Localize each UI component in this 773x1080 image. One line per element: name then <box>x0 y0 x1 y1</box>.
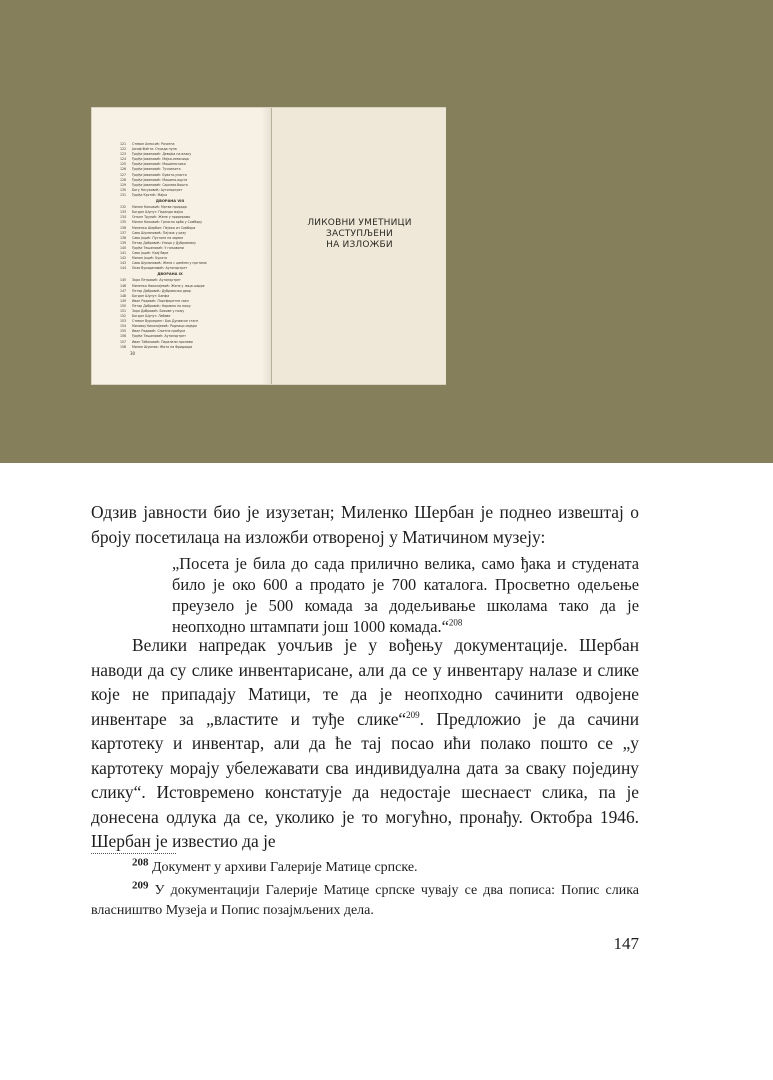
catalog-entry-number: 142 <box>120 256 127 261</box>
footnote-208 <box>91 858 639 878</box>
catalog-entry-text: Иван Радовић: Сњетне пробуке <box>132 329 186 334</box>
footnote-number: 209 <box>132 879 149 892</box>
footnote-209 <box>91 881 639 921</box>
catalog-photo <box>91 107 446 385</box>
catalog-entry-number: 145 <box>120 278 127 283</box>
block-quote <box>172 553 639 637</box>
catalog-heading: ДВОРАНА IX <box>157 272 183 277</box>
catalog-entry-number: 157 <box>120 339 127 344</box>
catalog-entry-number: 152 <box>120 314 127 319</box>
catalog-entry-number: 149 <box>120 298 127 303</box>
paragraph-2 <box>91 633 639 854</box>
catalog-left-page <box>92 108 271 384</box>
catalog-entry-text: Ђорђе Јовановић: Сарсева-башта <box>132 182 188 187</box>
catalog-entry-number: 132 <box>120 205 127 210</box>
catalog-heading: ДВОРАНА VIII <box>155 199 185 204</box>
catalog-entry-text: Ђорђе Јовановић: Тузлиљета <box>132 167 181 172</box>
catalog-entry-text: Зора Добровић: Бикове у пољу <box>132 309 185 313</box>
catalog-entry-number: 140 <box>120 245 127 250</box>
catalog-entry-text: Огњен Трупић: Жене у прирерама <box>132 215 191 220</box>
catalog-entry-text: Стеван Вуркеринг: Бок Дунавске стаге <box>132 319 199 324</box>
catalog-entry-text: Ђорђе Јовановић: Девојка на влаку <box>132 152 192 157</box>
catalog-entry-number: 134 <box>120 215 127 220</box>
footnote-ref-209[interactable]: 209 <box>406 709 420 720</box>
catalog-entry-number: 141 <box>120 250 127 255</box>
catalog-entry-number: 131 <box>120 192 127 197</box>
catalog-title <box>272 218 447 251</box>
catalog-entry-text: Ђорђе Крстић: Мајка <box>132 192 168 197</box>
catalog-entry-text: Милан Коњовић: Грнасно арба у Сомбору <box>132 220 203 225</box>
paragraph-1: Одзив јавности био је изузетан; Миленко Шербан је поднео извештај о броју посетилаца на изложби отвореној у Матичином музеју: <box>91 502 639 547</box>
catalog-entry-number: 156 <box>120 334 127 339</box>
catalog-entry-text: Ђорђе Јовановић: Мајка-певачица <box>132 157 189 162</box>
catalog-entry <box>120 193 260 198</box>
catalog-entry-text: Ђорђе Јовановић: Бувата-уласти <box>132 172 187 177</box>
quote-text: „Посета је била до сада прилично велика, само ђака и студената било је око 600 а продато је 700 каталога. Просветно одељење преузело је 500 комада за додељивање школама тако да је неопходно штампати још 1000 комада.“ <box>172 554 639 636</box>
catalog-entry-text: Петар Добровић: Дубровачки двор <box>132 288 191 293</box>
catalog-entry-number: 136 <box>120 225 127 230</box>
catalog-entry-text: Петар Добровић: Улица у Дубровнику <box>132 240 196 245</box>
catalog-entry-text: Јосиф Фаћто: Отрада пуна <box>132 147 177 152</box>
catalog-entry-number: 121 <box>120 142 127 146</box>
catalog-entry-number: 125 <box>120 162 127 167</box>
catalog-entry-number: 146 <box>120 283 127 288</box>
catalog-entry-text: Ђорђе Јовановић: Машина-оцрта <box>132 177 188 182</box>
footnote-ref-208[interactable]: 208 <box>448 617 463 628</box>
catalog-entry-number: 150 <box>120 303 127 308</box>
catalog-entry-number: 123 <box>120 152 127 157</box>
catalog-entry-number: 126 <box>120 167 127 172</box>
catalog-entry-number: 144 <box>120 266 127 271</box>
catalog-entry-number: 124 <box>120 157 127 162</box>
catalog-entry-number: 143 <box>120 261 127 266</box>
catalog-page-number: 30 <box>130 351 136 356</box>
catalog-entry-number: 147 <box>120 288 127 293</box>
catalog-entry-text: Стеван Алексић: Разигна <box>132 142 175 146</box>
catalog-entry-text: Милан Коњовић: Мртва природа <box>132 205 187 210</box>
page-number: 147 <box>613 934 639 953</box>
catalog-entry-number: 122 <box>120 147 127 152</box>
catalog-entry-number: 151 <box>120 309 127 313</box>
catalog-entry-text: Миливој Николајевић: Радници мајари <box>132 324 197 329</box>
catalog-entry-text: Милан Шумник: Жита на Фридоори <box>132 344 193 349</box>
catalog-entry-text: Иван Табаковић: Паралели проливи <box>132 339 193 344</box>
catalog-entry-text: Петар Добровић: Наравно на пољу <box>132 303 191 308</box>
catalog-entry-number: 139 <box>120 240 127 245</box>
catalog-entry-text: Миленко Шербан: Пејзаж из Сомбора <box>132 225 196 230</box>
catalog-entry-number: 153 <box>120 319 127 324</box>
catalog-entry-number: 155 <box>120 329 127 334</box>
catalog-entry-text: Милан Јоцић: Буката <box>132 256 167 261</box>
footnote-number: 208 <box>132 856 149 869</box>
catalog-entry-number: 130 <box>120 187 127 192</box>
catalog-entry-text: Ђорђе Јовановић: Машинеслика <box>132 162 186 167</box>
catalog-entry-number: 158 <box>120 344 127 349</box>
catalog-entry-text: Богдан Шупут: Паранда мајка <box>132 210 183 215</box>
catalog-entry-text: Сава Јоцић: Крај баре <box>132 250 169 255</box>
catalog-entry-text: Сава Шумановић: Жена с цвећем у прстима <box>132 261 207 266</box>
paragraph-2-part-2: . Предложио је да сачини картотеку и инвентар, али да ће тај посао ићи полако пошто се „у картотеку морају убележавати сва индивидуална дата за сваку поједину слику“. Истовремено констатује да недостаје шеснаест слика, па је донесена одлука да се, уколико је то могућно, пронађу. Октобра 1946. Шербан је известио да је <box>91 708 639 851</box>
footnote-text: У документацији Галерије Матице српске чувају се два пописа: Попис слика власништво Музеја и Попис позајмљених дела. <box>91 883 640 918</box>
footnote-text: Документ у архиви Галерије Матице српске. <box>152 860 418 875</box>
catalog-entry-text: Лиза Вукадиновић: Аутопортрет <box>132 266 188 271</box>
catalog-entry-number: 128 <box>120 177 127 182</box>
catalog-title-line: ЗАСТУПЉЕНИ <box>326 229 393 239</box>
catalog-list <box>120 142 260 350</box>
catalog-entry-text: Сава Шумановић: Пејзаж у разу <box>132 230 187 235</box>
catalog-entry-number: 127 <box>120 172 127 177</box>
catalog-right-page <box>271 108 446 384</box>
catalog-entry-text: Ђорђе Тешановић: У гоњавини <box>132 245 184 250</box>
catalog-entry-text: Ђорђе Тешановић: Аутопортрет <box>132 334 187 339</box>
catalog-entry-number: 135 <box>120 220 127 225</box>
catalog-entry-text: Миленко Николајевић: Жене у лица шарре <box>132 283 205 288</box>
catalog-entry-text: Иван Радовић: Портфоретне свел <box>132 298 189 303</box>
catalog-entry <box>120 345 260 350</box>
catalog-entry-text: Зора Петровић: Аутопортрет <box>132 278 181 283</box>
catalog-entry-number: 138 <box>120 235 127 240</box>
catalog-title-line: ЛИКОВНИ УМЕТНИЦИ <box>307 218 412 228</box>
catalog-entry-number: 137 <box>120 230 127 235</box>
catalog-entry-number: 133 <box>120 210 127 215</box>
catalog-entry-text: Богу Несуковић: Аутопортрет <box>132 187 183 192</box>
catalog-title-line: НА ИЗЛОЖБИ <box>326 240 393 250</box>
catalog-entry-number: 129 <box>120 182 127 187</box>
catalog-entry-number: 148 <box>120 293 127 298</box>
catalog-entry-text: Богдан Шупут: Банфа <box>132 293 170 298</box>
catalog-entry-text: Сава Јоцић: Пустоне на хврмм <box>132 235 183 240</box>
paragraph-2-part-1: Велики напредак уочљив је у вођењу документације. Шербан наводи да су слике инвентарисане, али да се у инвентару налазе и слике које не припадају Матици, те да је неопходно сачинити одвојене инвентаре за „властите и туђе слике“ <box>91 635 639 729</box>
catalog-entry <box>120 266 260 271</box>
footnote-divider <box>91 853 176 854</box>
catalog-entry-number: 154 <box>120 324 127 329</box>
footnotes <box>91 858 639 924</box>
catalog-entry-text: Богдан Шупут: Лабаве <box>132 314 171 319</box>
